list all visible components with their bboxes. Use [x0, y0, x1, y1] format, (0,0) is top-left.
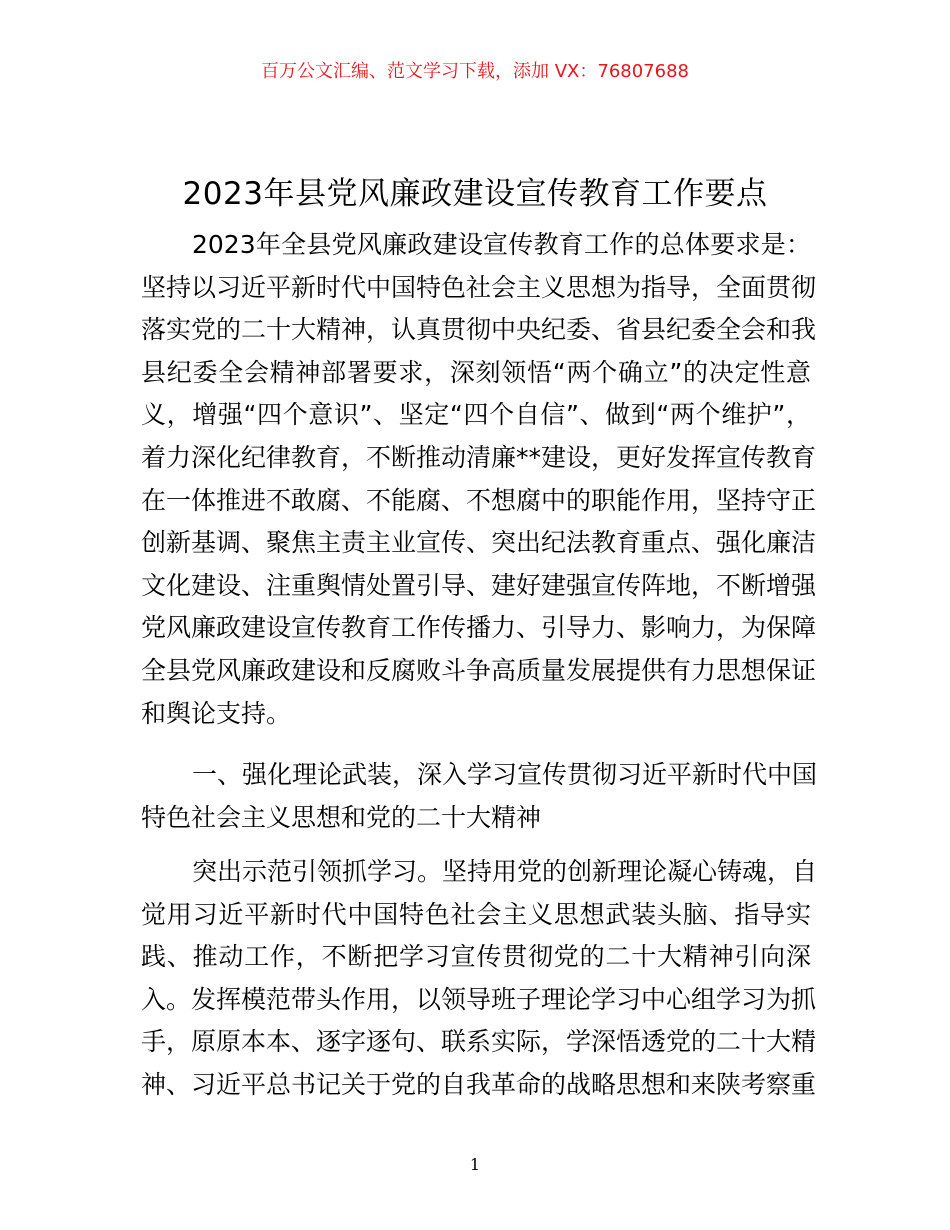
paragraph-2-line: 特色社会主义思想和党的二十大精神 — [141, 802, 542, 832]
paragraph-1-line: 县纪委全会精神部署要求，深刻领悟“两个确立”的决定性意 — [141, 357, 811, 387]
paragraph-1-line: 和舆论支持。 — [141, 698, 292, 728]
paragraph-1-line: 着力深化纪律教育，不断推动清廉**建设，更好发挥宣传教育 — [141, 443, 817, 472]
document-title: 2023年县党风廉政建设宣传教育工作要点 — [182, 176, 768, 212]
paragraph-2-line: 一、强化理论武装，深入学习宣传贯彻习近平新时代中国 — [192, 760, 818, 789]
paragraph-3-line: 觉用习近平新时代中国特色社会主义思想武装头脑、指导实 — [141, 899, 811, 929]
watermark-header: 百万公文汇编、范文学习下载，添加 VX：76807688 — [261, 61, 689, 82]
paragraph-3-line: 入。发挥模范带头作用，以领导班子理论学习中心组学习为抓 — [141, 984, 817, 1014]
paragraph-3-line: 神、习近平总书记关于党的自我革命的战略思想和来陕考察重 — [141, 1070, 817, 1099]
paragraph-3-line: 突出示范引领抓学习。坚持用党的创新理论凝心铸魂，自 — [192, 857, 818, 886]
paragraph-3-line: 手，原原本本、逐字逐句、联系实际，学深悟透党的二十大精 — [141, 1027, 817, 1057]
paragraph-1-line: 坚持以习近平新时代中国特色社会主义思想为指导，全面贯彻 — [141, 272, 817, 302]
paragraph-1-line: 全县党风廉政建设和反腐败斗争高质量发展提供有力思想保证 — [141, 656, 817, 685]
paragraph-1-line: 2023年全县党风廉政建设宣传教育工作的总体要求是： — [192, 230, 811, 259]
page-number: 1 — [469, 1155, 481, 1174]
paragraph-1-line: 在一体推进不敢腐、不能腐、不想腐中的职能作用，坚持守正 — [141, 485, 817, 515]
paragraph-1-line: 文化建设、注重舆情处置引导、建好建强宣传阵地，不断增强 — [141, 570, 817, 600]
paragraph-1-line: 落实党的二十大精神，认真贯彻中央纪委、省县纪委全会和我 — [141, 315, 817, 345]
paragraph-1-line: 义，增强“四个意识”、坚定“四个自信”、做到“两个维护”， — [141, 400, 811, 430]
paragraph-1-line: 创新基调、聚焦主责主业宣传、突出纪法教育重点、强化廉洁 — [141, 528, 817, 558]
paragraph-3-line: 践、推动工作，不断把学习宣传贯彻党的二十大精神引向深 — [141, 942, 811, 972]
paragraph-1-line: 党风廉政建设宣传教育工作传播力、引导力、影响力，为保障 — [141, 613, 817, 643]
